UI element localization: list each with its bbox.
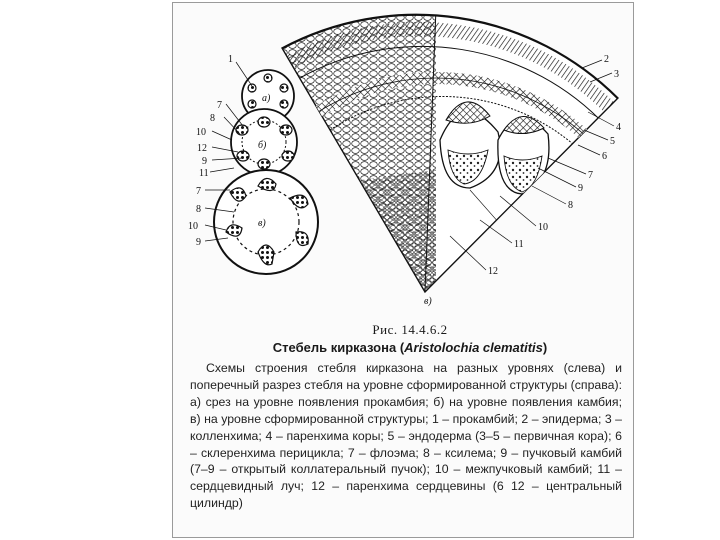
right-label-5: 5	[610, 136, 615, 147]
panel-letter-sector: в)	[424, 296, 432, 307]
right-label-12: 12	[488, 266, 498, 277]
left-label-10b: 10	[196, 127, 206, 138]
left-label-7b: 7	[217, 100, 222, 111]
right-label-2: 2	[604, 54, 609, 65]
right-label-10: 10	[538, 222, 548, 233]
latin-close-paren: )	[542, 340, 548, 355]
right-label-11: 11	[514, 239, 524, 250]
left-label-12b: 12	[197, 143, 207, 154]
right-label-7: 7	[588, 170, 593, 181]
schematic-b	[231, 109, 297, 175]
panel-letter-b: б)	[258, 140, 267, 151]
schematic-c	[214, 170, 318, 274]
caption-body: Схемы строения стебля кирказона на разных уровнях (слева) и поперечный разрез стебля на уровне сформированной структуры (справа): а) срез на уровне появления прокамбия; б) на уровне появления камбия; в) на уровне сформированной структуры; 1 – прокамбий; 2 – эпидерма; 3 – колленхима; 4 – паренхима коры; 5 – эндодерма (3–5 – первичная кора); 6 – склеренхима перицикла; 7 – флоэма; 8 – ксилема; 9 – пучковый камбий (7–9 – открытый коллатеральный пучок); 10 – межпучковый камбий; 11 – сердцевидный луч; 12 – паренхима сердцевины (6 12 – центральный цилиндр)	[190, 361, 622, 511]
figure-title	[196, 340, 624, 355]
figure-title-ru: Стебель кирказона	[272, 340, 397, 355]
right-label-4: 4	[616, 122, 621, 133]
left-label-10c: 10	[188, 221, 198, 232]
right-label-6: 6	[602, 151, 607, 162]
left-label-7c: 7	[196, 186, 201, 197]
figure-number-line	[200, 322, 620, 338]
latin-open-paren: (	[399, 340, 405, 355]
panel-letter-a: а)	[262, 93, 271, 104]
left-label-8b: 8	[210, 113, 215, 124]
right-label-8: 8	[568, 200, 573, 211]
left-label-8c: 8	[196, 204, 201, 215]
left-label-11b: 11	[199, 168, 209, 179]
left-label-9c: 9	[196, 237, 201, 248]
left-label-1: 1	[228, 54, 233, 65]
figure-number: Рис. 14.4.6.2	[372, 322, 448, 337]
right-label-9: 9	[578, 183, 583, 194]
right-label-3: 3	[614, 69, 619, 80]
stem-sector	[282, 8, 618, 307]
figure-title-latin: Aristolochia clematitis	[404, 340, 543, 355]
left-label-9b: 9	[202, 156, 207, 167]
panel-letter-c: в)	[258, 218, 266, 229]
